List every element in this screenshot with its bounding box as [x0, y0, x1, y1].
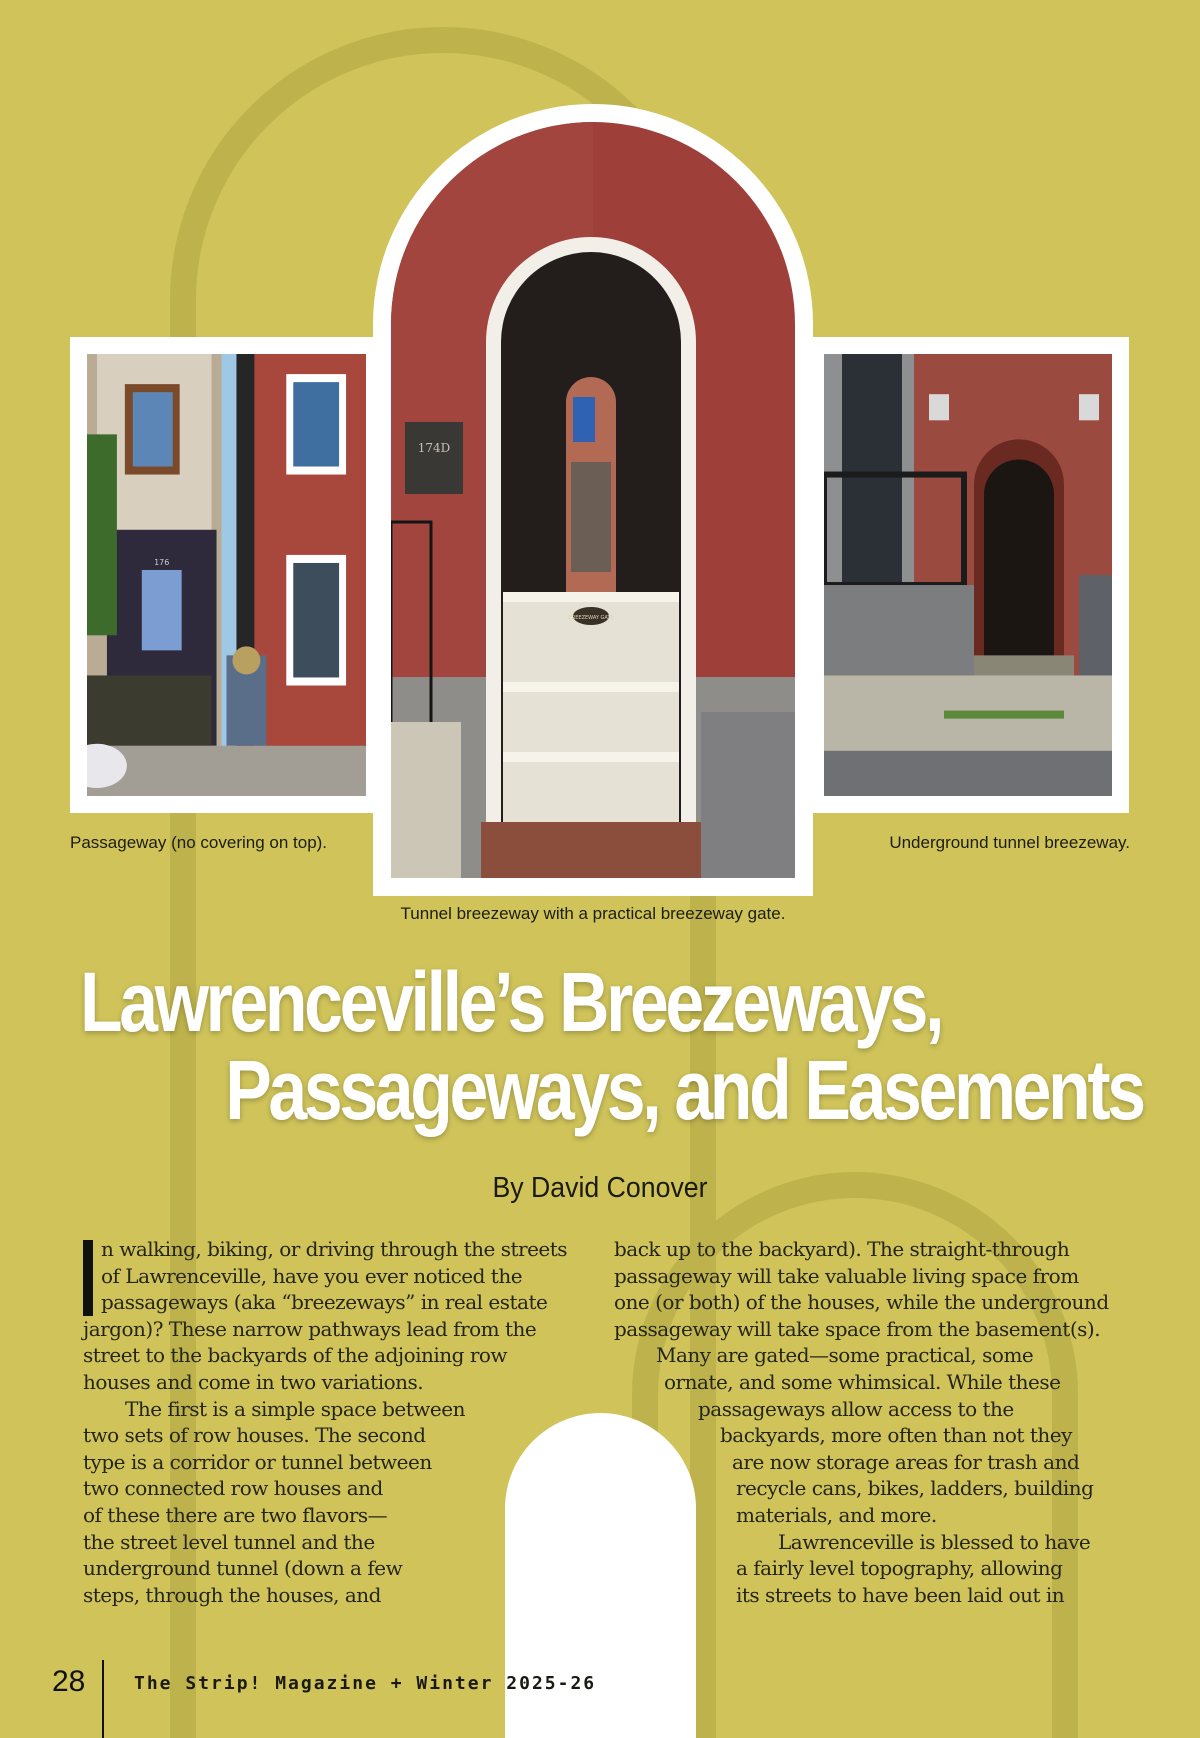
article-line: street to the backyards of the adjoining row: [83, 1343, 508, 1368]
tunnel-breezeway-gate-image: [391, 122, 795, 878]
caption-left-photo: Passageway (no covering on top).: [70, 833, 328, 852]
article-line: back up to the backyard). The straight-through: [614, 1237, 1070, 1261]
article-line: materials, and more.: [736, 1502, 937, 1527]
article-line: of Lawrenceville, have you ever noticed the: [101, 1263, 523, 1288]
article-line: underground tunnel (down a few: [83, 1556, 403, 1581]
article-line: Many are gated—some practical, some: [656, 1343, 1034, 1368]
article-line: a fairly level topography, allowing: [736, 1556, 1063, 1581]
footer-divider: [102, 1660, 104, 1738]
article-line: passageways allow access to the: [698, 1396, 1014, 1421]
article-line: The first is a simple space between: [125, 1396, 465, 1421]
article-line: Lawrenceville is blessed to have: [778, 1529, 1091, 1554]
article-line: recycle cans, bikes, ladders, building: [736, 1476, 1094, 1501]
article-headline: [80, 955, 1143, 1137]
caption-center-photo: Tunnel breezeway with a practical breezeway gate.: [400, 904, 786, 923]
article-line: ornate, and some whimsical. While these: [664, 1369, 1061, 1394]
article-column-left: [83, 1236, 567, 1608]
article-line: n walking, biking, or driving through the streets: [101, 1237, 568, 1261]
article-line: are now storage areas for trash and: [732, 1449, 1080, 1474]
article-line: of these there are two flavors—: [83, 1502, 388, 1527]
article-line: one (or both) of the houses, while the underground: [614, 1290, 1109, 1315]
article-line: passageway will take space from the basement(s).: [614, 1316, 1101, 1341]
article-line: its streets to have been laid out in: [736, 1582, 1065, 1607]
article-line: type is a corridor or tunnel between: [83, 1449, 432, 1474]
article-line: steps, through the houses, and: [83, 1582, 381, 1607]
underground-tunnel-image: [824, 354, 1112, 796]
headline-line-2: Passageways, and Easements: [225, 1043, 1143, 1137]
byline: By David Conover: [492, 1172, 708, 1204]
article-line: the street level tunnel and the: [83, 1529, 375, 1554]
article-line: backyards, more often than not they: [720, 1423, 1072, 1448]
article-line: passageway will take valuable living space from: [614, 1263, 1079, 1288]
headline-line-1: Lawrenceville’s Breezeways,: [80, 955, 942, 1049]
photo-passageway-open: [70, 337, 383, 813]
caption-right-photo: Underground tunnel breezeway.: [889, 833, 1130, 852]
article-line: passageways (aka “breezeways” in real estate: [101, 1290, 548, 1315]
article-line: jargon)? These narrow pathways lead from the: [83, 1316, 537, 1341]
passageway-open-image: [87, 354, 366, 796]
article-line: two connected row houses and: [83, 1476, 383, 1501]
article-line: two sets of row houses. The second: [83, 1423, 426, 1448]
drop-cap: [83, 1240, 93, 1316]
page-number: 28: [52, 1665, 86, 1698]
photo-underground-tunnel: [807, 337, 1129, 813]
article-line: houses and come in two variations.: [83, 1369, 424, 1394]
publication-footer: The Strip! Magazine + Winter 2025-26: [134, 1673, 597, 1694]
house-number-sign: 176: [154, 557, 170, 567]
mailbox-number: 174D: [417, 441, 451, 455]
article-column-right: [614, 1236, 1109, 1608]
photo-tunnel-breezeway-gate: [373, 104, 813, 896]
gate-plaque: BREEZEWAY GATE: [568, 615, 614, 621]
